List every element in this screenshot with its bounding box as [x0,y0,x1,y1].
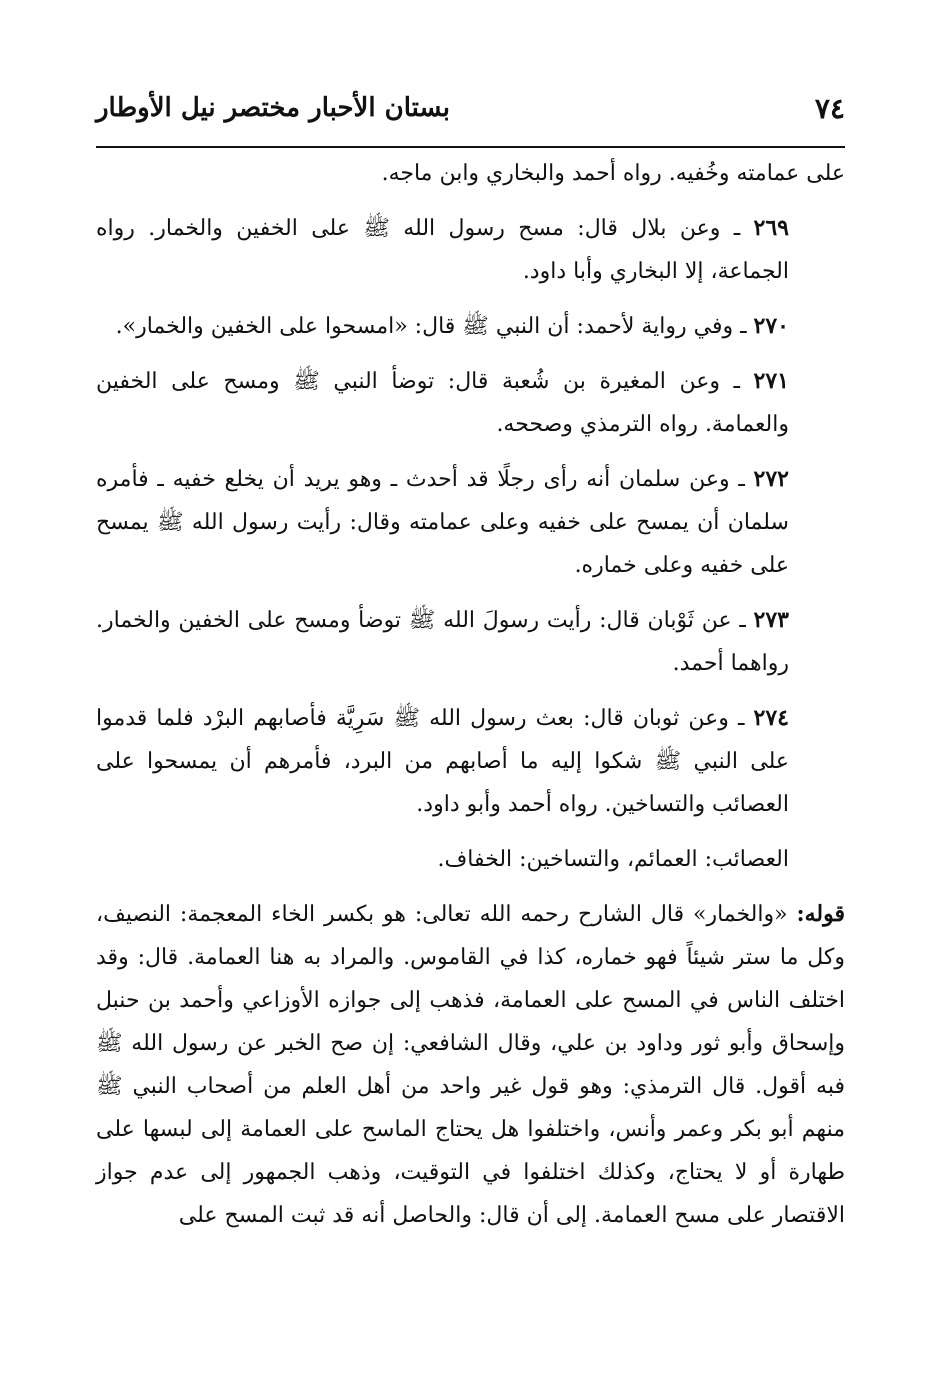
gloss [96,838,845,881]
running-title: بستان الأحبار مختصر نيل الأوطار [96,93,450,123]
hadith-number: ٢٧٢ [753,466,789,492]
hadith-continuation [96,152,845,195]
hadith-273 [96,599,845,685]
hadith-number: ٢٧٠ [753,313,789,339]
header-rule [96,146,845,148]
commentary-lead: قوله: [796,901,845,927]
hadith-269 [96,207,845,293]
gloss-text: العصائب: العمائم، والتساخين: الخفاف. [437,847,789,872]
commentary [96,893,845,1237]
page-number: ٧٤ [814,91,845,125]
hadith-number: ٢٧٤ [753,705,789,731]
paragraph-text: ـ وعن المغيرة بن شُعبة قال: توضأ النبي ﷺ ومسح على الخفين والعمامة. رواه الترمذي وصححه. [96,369,789,437]
page-body [96,152,845,1249]
hadith-number: ٢٧٣ [753,607,789,633]
hadith-274 [96,697,845,826]
paragraph-text: ـ وعن ثوبان قال: بعث رسول الله ﷺ سَرِيَّة فأصابهم البرْد فلما قدموا على النبي ﷺ شكوا إليه ما أصابهم من البرد، فأمرهم أن يمسحوا على العصائب والتساخين. رواه أحمد وأبو داود. [96,706,789,817]
paragraph-text: ـ عن ثَوْبان قال: رأيت رسولَ الله ﷺ توضأ ومسح على الخفين والخمار. رواهما أحمد. [96,608,789,676]
paragraph-text: ـ وعن سلمان أنه رأى رجلًا قد أحدث ـ وهو يريد أن يخلع خفيه ـ فأمره سلمان أن يمسح على خفيه وعلى عمامته وقال: رأيت رسول الله ﷺ يمسح على خفيه وعلى خماره. [96,467,789,578]
hadith-272 [96,458,845,587]
paragraph-text: على عمامته وخُفيه. رواه أحمد والبخاري وابن ماجه. [381,161,845,186]
paragraph-text: ـ وفي رواية لأحمد: أن النبي ﷺ قال: «امسحوا على الخفين والخمار». [115,314,754,339]
commentary-text: «والخمار» قال الشارح رحمه الله تعالى: هو بكسر الخاء المعجمة: النصيف، وكل ما ستر شيئاً فهو خماره، كذا في القاموس. والمراد به هنا العمامة. قال: وقد اختلف الناس في المسح على العمامة، فذهب إلى جوازه الأوزاعي وأحمد بن حنبل وإسحاق وأبو ثور وداود بن علي، وقال الشافعي: إن صح الخبر عن رسول الله ﷺ فبه أقول. قال الترمذي: وهو قول غير واحد من أهل العلم من أصحاب النبي ﷺ منهم أبو بكر وعمر وأنس، واختلفوا هل يحتاج الماسح على العمامة إلى لبسها على طهارة أو لا يحتاج، وكذلك اختلفوا في التوقيت، وذهب الجمهور إلى عدم جواز الاقتصار على مسح العمامة. إلى أن قال: والحاصل أنه قد ثبت المسح على [96,902,845,1228]
paragraph-text: ـ وعن بلال قال: مسح رسول الله ﷺ على الخفين والخمار. رواه الجماعة، إلا البخاري وأبا داود. [96,216,789,284]
hadith-number: ٢٧١ [753,368,789,394]
hadith-number: ٢٦٩ [753,215,789,241]
hadith-271 [96,360,845,446]
page-header [96,86,845,130]
hadith-270 [96,305,845,348]
